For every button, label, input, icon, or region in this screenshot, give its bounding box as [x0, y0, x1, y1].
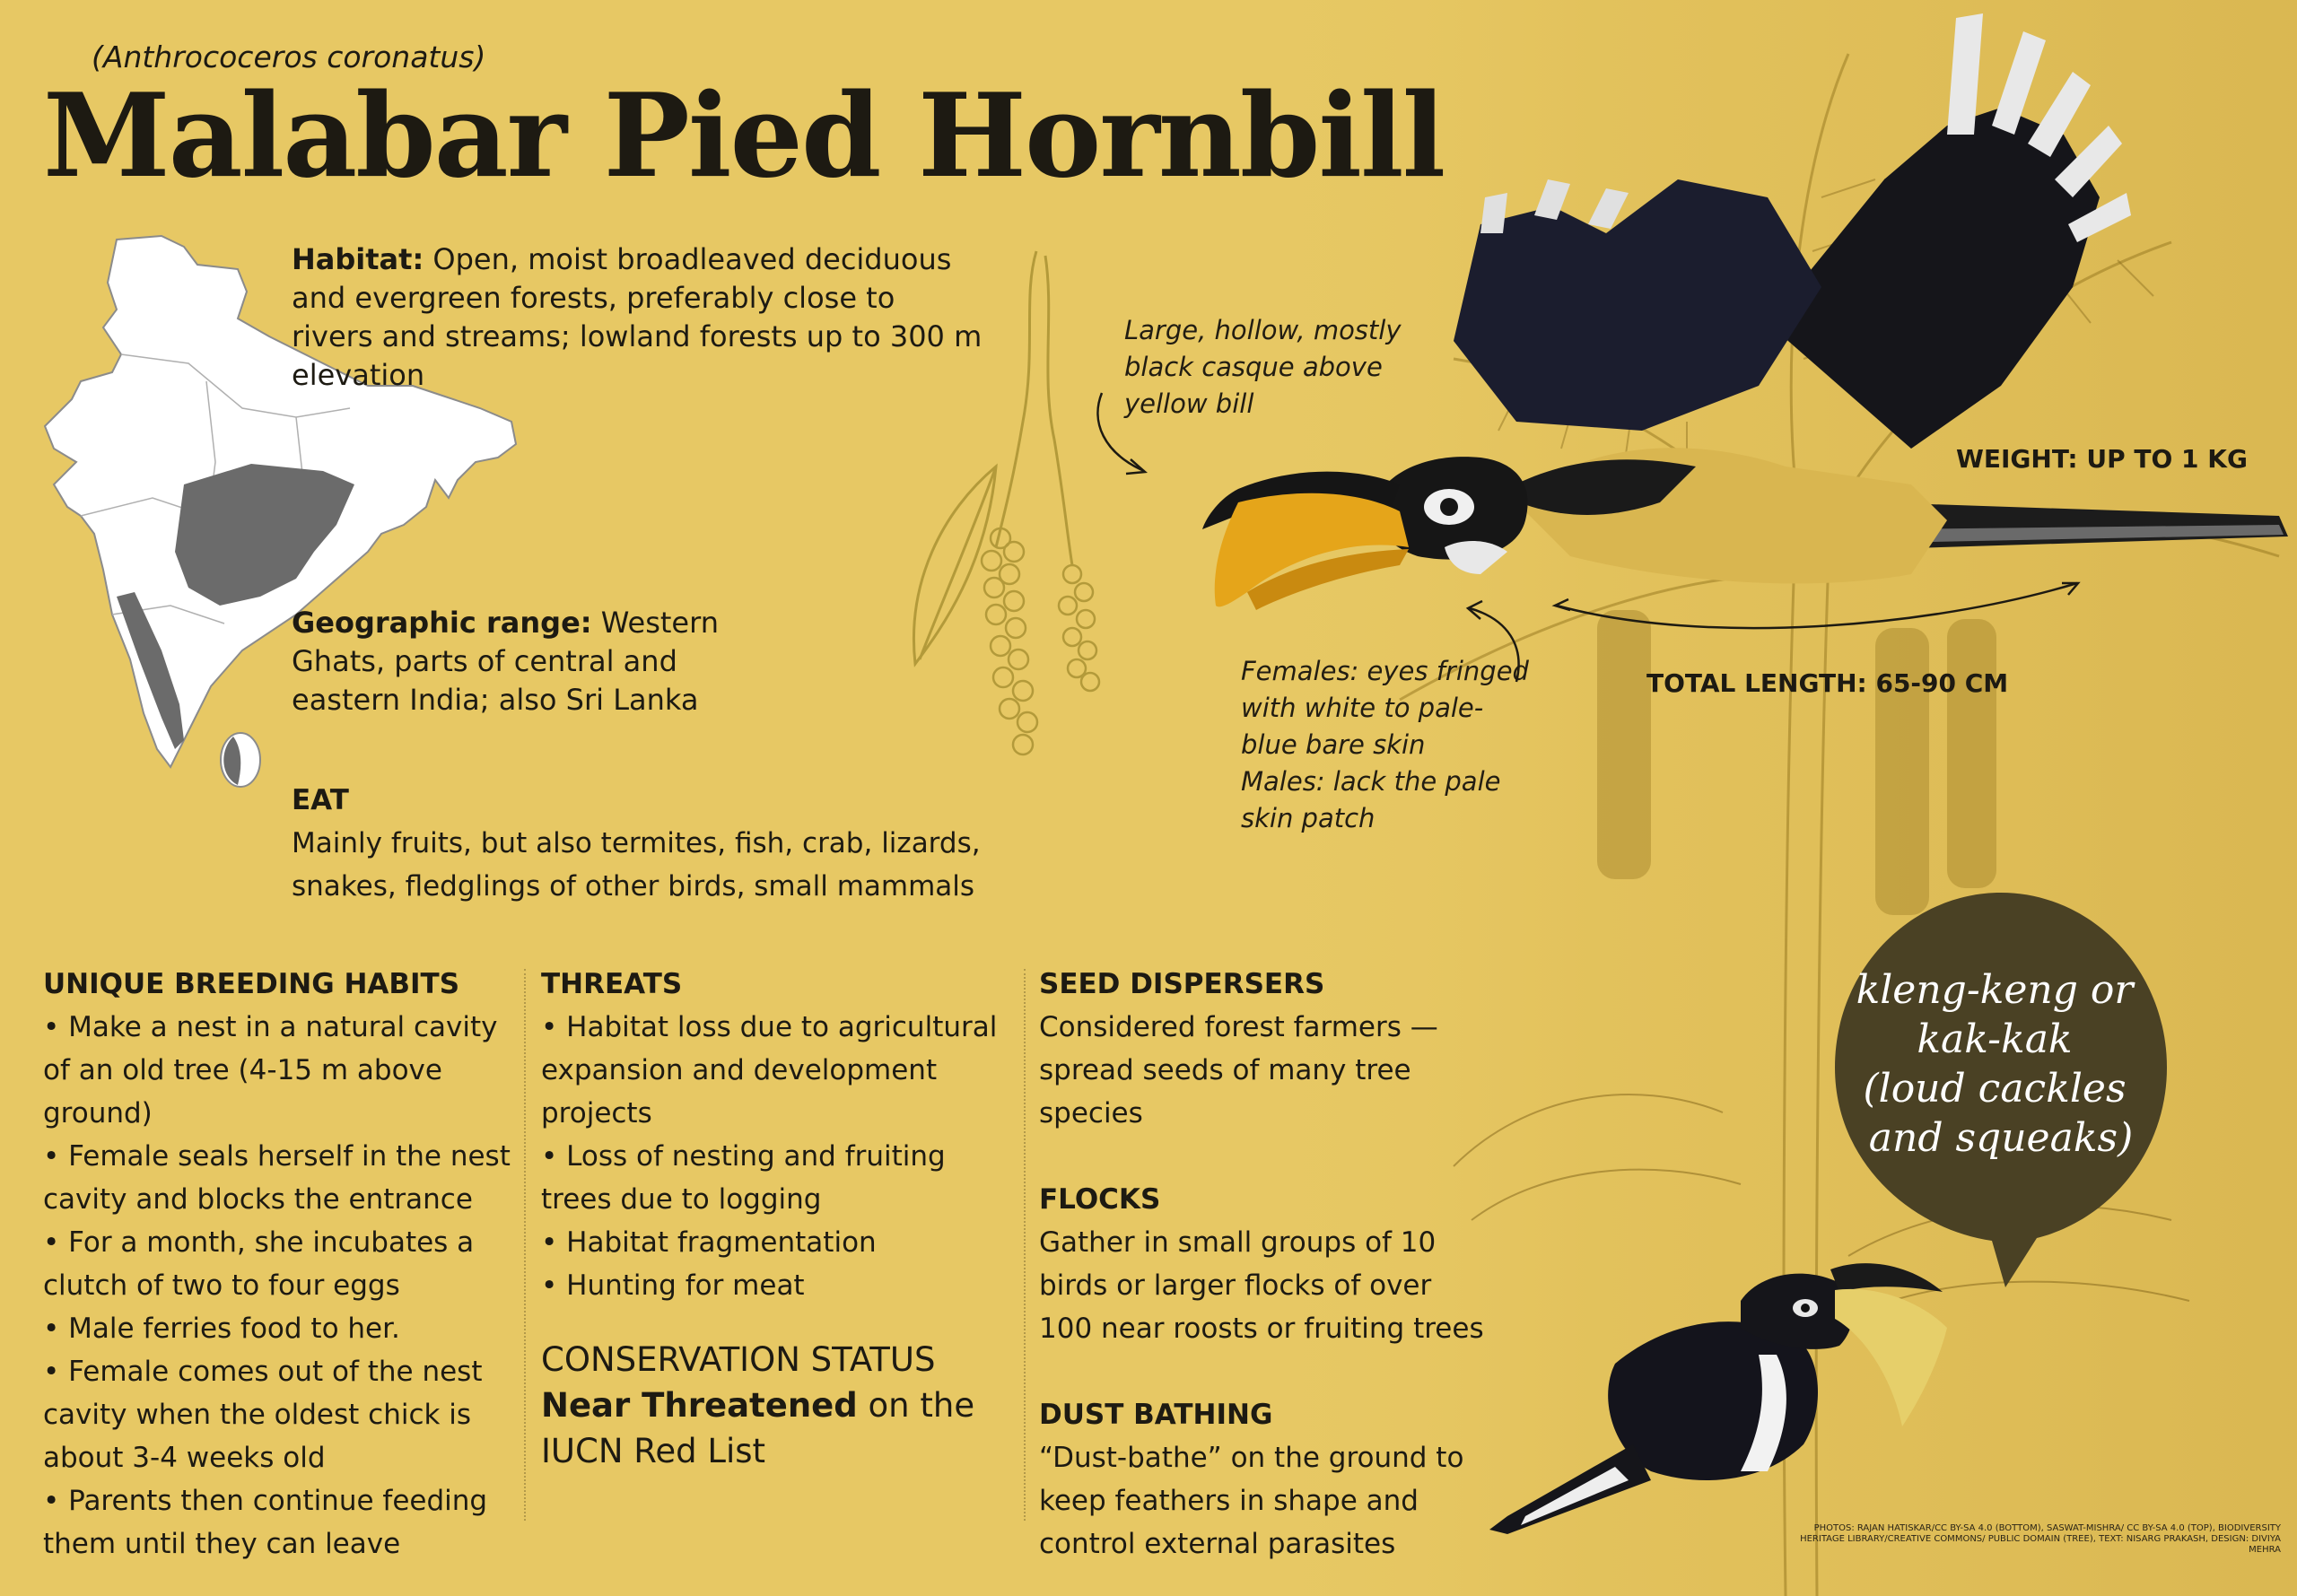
conservation-status: Near Threatened — [541, 1386, 858, 1425]
threat-item: • Habitat fragmentation — [541, 1226, 877, 1259]
breeding-item: • Parents then continue feeding them until they can leave — [43, 1485, 488, 1560]
threat-item: • Loss of nesting and fruiting trees due to logging — [541, 1140, 946, 1216]
threats-column — [541, 963, 1017, 1307]
habitat-label: Habitat: — [292, 242, 424, 276]
threats-heading: THREATS — [541, 968, 683, 1000]
eat-text: Mainly fruits, but also termites, fish, crab, lizards, snakes, fledglings of other birds, small mammals — [292, 827, 981, 903]
seed-heading: SEED DISPERSERS — [1039, 968, 1325, 1000]
call-line: (loud cackles — [1863, 1066, 2127, 1112]
conservation-status-block — [541, 1337, 1008, 1474]
casque-arrow — [1097, 393, 1144, 471]
range-label: Geographic range: — [292, 606, 592, 640]
eat-heading: EAT — [292, 784, 349, 816]
column-divider-2 — [1024, 969, 1026, 1521]
dust-text: “Dust-bathe” on the ground to keep feathers in shape and control external parasites — [1039, 1442, 1464, 1560]
breeding-item: • Female comes out of the nest cavity when the oldest chick is about 3-4 weeks old — [43, 1356, 483, 1474]
breeding-column — [43, 963, 519, 1565]
weight-label: WEIGHT: UP TO 1 KG — [1956, 444, 2248, 474]
page-title: Malabar Pied Hornbill — [43, 69, 1445, 204]
call-speech-bubble — [1821, 884, 2180, 1296]
seed-text: Considered forest farmers — spread seeds of many tree species — [1039, 1011, 1438, 1129]
dust-heading: DUST BATHING — [1039, 1399, 1273, 1431]
flocks-text: Gather in small groups of 10 birds or larger flocks of over 100 near roosts or fruiting trees — [1039, 1226, 1484, 1345]
conservation-heading: CONSERVATION STATUS — [541, 1340, 936, 1379]
length-label: TOTAL LENGTH: 65-90 CM — [1646, 668, 2009, 698]
habitat-text: Open, moist broadleaved deciduous and evergreen forests, preferably close to rivers and streams; lowland forests up to 300 m elevation — [292, 242, 983, 392]
breeding-item: • Male ferries food to her. — [43, 1313, 400, 1345]
length-arrow — [1557, 583, 2077, 628]
casque-annotation: Large, hollow, mostly black casque above yellow bill — [1124, 315, 1402, 419]
breeding-heading: UNIQUE BREEDING HABITS — [43, 968, 460, 1000]
call-line: kleng-keng or — [1856, 967, 2134, 1013]
conservation-suffix: on the IUCN Red List — [541, 1386, 975, 1470]
breeding-item: • Female seals herself in the nest cavity and blocks the entrance — [43, 1140, 511, 1216]
scientific-name: (Anthrococeros coronatus) — [92, 39, 486, 74]
photo-credits: PHOTOS: RAJAN HATISKAR/CC BY-SA 4.0 (BOTTOM), SASWAT-MISHRA/ CC BY-SA 4.0 (TOP), BIODIVERSITY HERITAGE LIBRARY/CREATIVE COMMONS/ PUBLIC DOMAIN (TREE), TEXT: NISARG PRAKASH, DESIGN: DIVIYA MEHRA — [1800, 1523, 2281, 1555]
behaviour-column — [1039, 963, 1488, 1565]
call-line: kak-kak — [1917, 1016, 2073, 1062]
breeding-item: • Make a nest in a natural cavity of an old tree (4-15 m above ground) — [43, 1011, 498, 1129]
threat-item: • Habitat loss due to agricultural expansion and development projects — [541, 1011, 998, 1129]
flocks-heading: FLOCKS — [1039, 1183, 1161, 1216]
range-text: Western Ghats, parts of central and eastern India; also Sri Lanka — [292, 606, 719, 717]
threat-item: • Hunting for meat — [541, 1269, 805, 1302]
call-line: and squeaks) — [1868, 1115, 2134, 1161]
eyes-annotation: Females: eyes fringed with white to pale- blue bare skin Males: lack the pale skin patch — [1241, 656, 1529, 833]
eyes-arrow — [1470, 608, 1519, 682]
breeding-item: • For a month, she incubates a clutch of two to four eggs — [43, 1226, 475, 1302]
column-divider-1 — [524, 969, 526, 1521]
